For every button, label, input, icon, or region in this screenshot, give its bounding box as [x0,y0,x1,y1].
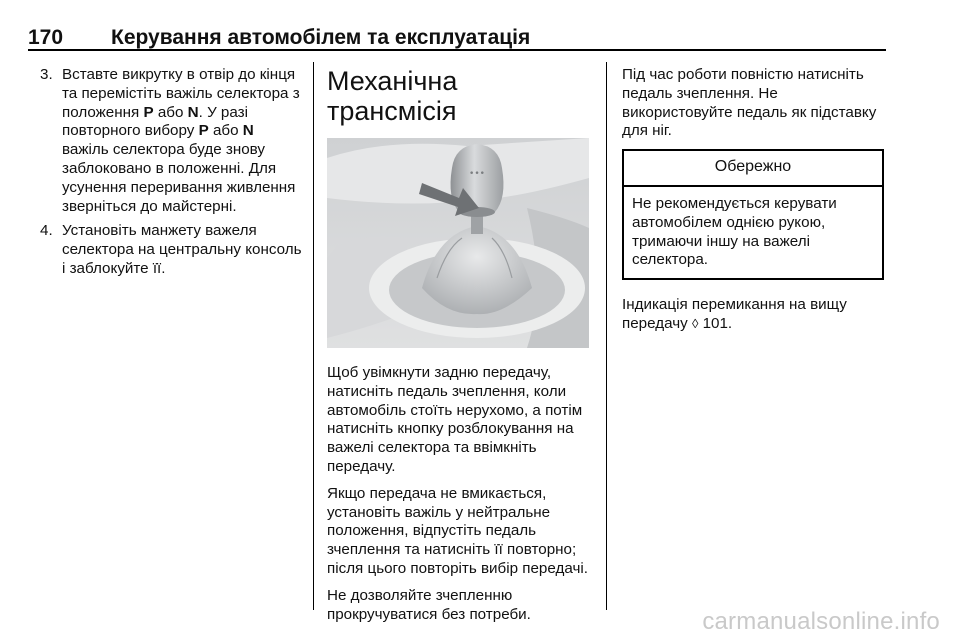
column-divider [606,62,607,610]
position-p: P [143,103,154,121]
position-n: N [187,103,199,121]
column-right [622,66,884,342]
step-number: 3. [40,66,53,83]
position-n: N [242,122,254,140]
step-text: . У разі повторного вибору [62,103,248,140]
list-item [40,66,302,216]
page-number: 170 [28,26,64,49]
step-text: Вставте викрутку в отвір до кінця та перемістіть важіль селектора з положення [62,66,300,121]
step-text: важіль селектора буде знову заблоковано в положенні. Для усунення переривання живлення зверніться до майстерні. [62,141,296,215]
step-number: 4. [40,222,53,240]
step-text: Установіть манжету важеля селектора на центральну консоль і заблокуйте її. [62,222,302,277]
page-reference-link[interactable]: 101. [698,314,733,332]
watermark: carmanualsonline.info [702,608,940,635]
list-item [40,222,302,278]
warning-text: Не рекомендується керувати автомобілем однією рукою, тримаючи іншу на важелі селектора. [632,194,837,269]
column-divider [313,62,314,610]
page-reference-icon[interactable]: ◊ [691,315,699,331]
step-text: або [153,103,188,121]
section-title: Механічна трансмісія [327,66,458,126]
position-p: P [198,122,209,140]
paragraph: Під час роботи повністю натисніть педаль зчеплення. Не використовуйте педаль як підставку для ніг. [622,66,877,140]
column-middle [327,66,591,632]
gear-shift-lever-illustration [327,138,589,348]
page-title: Керування автомобілем та експлуатація [111,26,531,49]
paragraph: Щоб увімкнути задню передачу, натисніть педаль зчеплення, коли автомобіль стоїть нерухомо, а потім натисніть кнопку розблокування на важелі селектора та ввімкніть передачу. [327,364,583,475]
warning-title: Обережно [624,151,882,187]
column-left [40,66,302,285]
step-text: або [208,122,243,140]
header-divider [28,49,886,51]
step-list [40,66,302,279]
warning-box [622,149,884,280]
svg-text:•••: ••• [469,169,485,179]
paragraph-text: Індикація перемикання на вищу передачу [622,296,847,332]
paragraph: Якщо передача не вмикається, установіть важіль у нейтральне положення, відпустіть педаль зчеплення та натисніть її повторно; після цього повторіть вибір передачі. [327,484,588,577]
paragraph: Не дозволяйте зчепленню прокручуватися без потреби. [327,586,531,623]
paragraph [622,296,884,334]
